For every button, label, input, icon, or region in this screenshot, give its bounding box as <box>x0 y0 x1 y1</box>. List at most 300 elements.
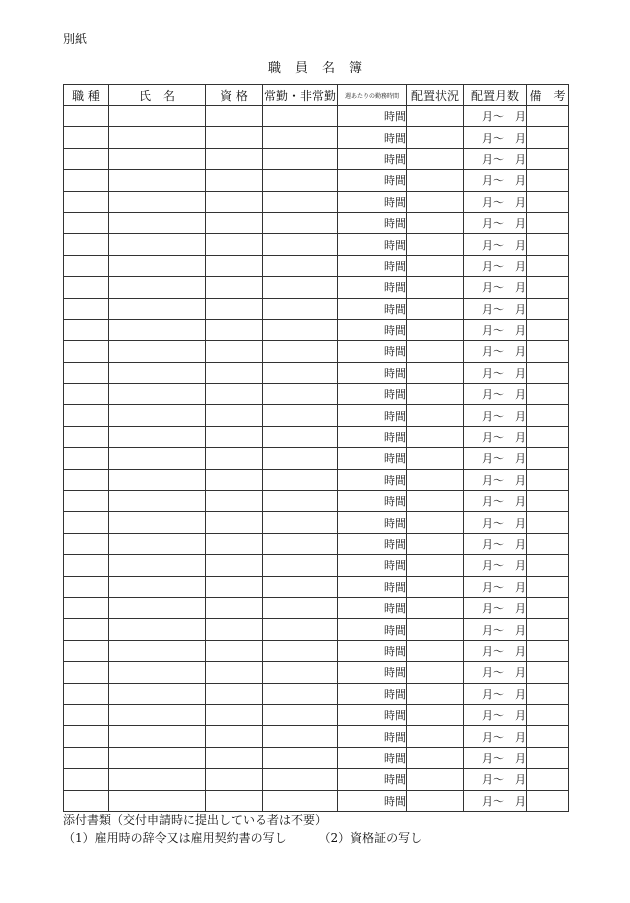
table-row <box>64 790 569 811</box>
cell-assignment-status[interactable] <box>407 405 464 426</box>
cell-employment-type[interactable] <box>263 640 338 661</box>
cell-assignment-status[interactable] <box>407 448 464 469</box>
cell-assignment-status[interactable] <box>407 469 464 490</box>
cell-remarks[interactable] <box>527 726 569 747</box>
cell-employment-type[interactable] <box>263 212 338 233</box>
cell-weekly-hours[interactable]: 時間 <box>338 212 407 233</box>
cell-assignment-status[interactable] <box>407 662 464 683</box>
cell-employment-type[interactable] <box>263 341 338 362</box>
cell-assignment-status[interactable] <box>407 512 464 533</box>
cell-assignment-months[interactable]: 月～ 月 <box>464 148 527 169</box>
cell-weekly-hours[interactable]: 時間 <box>338 255 407 276</box>
cell-employment-type[interactable] <box>263 512 338 533</box>
cell-weekly-hours[interactable]: 時間 <box>338 640 407 661</box>
cell-remarks[interactable] <box>527 469 569 490</box>
cell-name[interactable] <box>109 555 206 576</box>
cell-assignment-status[interactable] <box>407 619 464 640</box>
cell-name[interactable] <box>109 170 206 191</box>
cell-employment-type[interactable] <box>263 191 338 212</box>
cell-assignment-months[interactable]: 月～ 月 <box>464 319 527 340</box>
cell-employment-type[interactable] <box>263 555 338 576</box>
cell-assignment-months[interactable]: 月～ 月 <box>464 234 527 255</box>
cell-weekly-hours[interactable]: 時間 <box>338 576 407 597</box>
cell-qualification[interactable] <box>206 491 263 512</box>
cell-name[interactable] <box>109 704 206 725</box>
cell-job-type[interactable] <box>64 704 109 725</box>
cell-remarks[interactable] <box>527 212 569 233</box>
cell-name[interactable] <box>109 448 206 469</box>
cell-employment-type[interactable] <box>263 533 338 554</box>
cell-qualification[interactable] <box>206 747 263 768</box>
cell-remarks[interactable] <box>527 405 569 426</box>
cell-remarks[interactable] <box>527 747 569 768</box>
cell-name[interactable] <box>109 533 206 554</box>
cell-assignment-status[interactable] <box>407 362 464 383</box>
cell-name[interactable] <box>109 298 206 319</box>
cell-remarks[interactable] <box>527 555 569 576</box>
cell-assignment-months[interactable]: 月～ 月 <box>464 448 527 469</box>
cell-employment-type[interactable] <box>263 769 338 790</box>
header-remarks: 備 考 <box>527 85 569 106</box>
cell-name[interactable] <box>109 148 206 169</box>
cell-assignment-status[interactable] <box>407 704 464 725</box>
cell-remarks[interactable] <box>527 533 569 554</box>
cell-assignment-status[interactable] <box>407 191 464 212</box>
cell-remarks[interactable] <box>527 255 569 276</box>
cell-assignment-status[interactable] <box>407 747 464 768</box>
cell-assignment-months[interactable]: 月～ 月 <box>464 533 527 554</box>
cell-qualification[interactable] <box>206 341 263 362</box>
cell-qualification[interactable] <box>206 555 263 576</box>
cell-weekly-hours[interactable]: 時間 <box>338 512 407 533</box>
cell-name[interactable] <box>109 405 206 426</box>
cell-weekly-hours[interactable]: 時間 <box>338 191 407 212</box>
cell-assignment-months[interactable]: 月～ 月 <box>464 298 527 319</box>
cell-employment-type[interactable] <box>263 469 338 490</box>
cell-name[interactable] <box>109 619 206 640</box>
cell-assignment-status[interactable] <box>407 726 464 747</box>
cell-assignment-months[interactable]: 月～ 月 <box>464 640 527 661</box>
cell-job-type[interactable] <box>64 512 109 533</box>
cell-remarks[interactable] <box>527 234 569 255</box>
table-row <box>64 704 569 725</box>
cell-qualification[interactable] <box>206 662 263 683</box>
cell-assignment-months[interactable]: 月～ 月 <box>464 277 527 298</box>
cell-name[interactable] <box>109 576 206 597</box>
cell-qualification[interactable] <box>206 234 263 255</box>
table-row <box>64 405 569 426</box>
header-assignment-months: 配置月数 <box>464 85 527 106</box>
cell-remarks[interactable] <box>527 384 569 405</box>
cell-name[interactable] <box>109 127 206 148</box>
cell-weekly-hours[interactable]: 時間 <box>338 106 407 127</box>
cell-job-type[interactable] <box>64 619 109 640</box>
cell-assignment-status[interactable] <box>407 255 464 276</box>
cell-weekly-hours[interactable]: 時間 <box>338 555 407 576</box>
cell-name[interactable] <box>109 384 206 405</box>
header-assignment-status: 配置状況 <box>407 85 464 106</box>
cell-remarks[interactable] <box>527 362 569 383</box>
cell-assignment-status[interactable] <box>407 148 464 169</box>
cell-employment-type[interactable] <box>263 362 338 383</box>
cell-job-type[interactable] <box>64 426 109 447</box>
cell-name[interactable] <box>109 234 206 255</box>
cell-assignment-months[interactable]: 月～ 月 <box>464 405 527 426</box>
cell-qualification[interactable] <box>206 426 263 447</box>
cell-name[interactable] <box>109 106 206 127</box>
header-name: 氏 名 <box>109 85 206 106</box>
cell-job-type[interactable] <box>64 576 109 597</box>
cell-job-type[interactable] <box>64 255 109 276</box>
cell-qualification[interactable] <box>206 405 263 426</box>
cell-qualification[interactable] <box>206 533 263 554</box>
cell-qualification[interactable] <box>206 683 263 704</box>
cell-qualification[interactable] <box>206 512 263 533</box>
cell-weekly-hours[interactable]: 時間 <box>338 619 407 640</box>
table-row <box>64 426 569 447</box>
cell-weekly-hours[interactable]: 時間 <box>338 170 407 191</box>
cell-name[interactable] <box>109 212 206 233</box>
cell-weekly-hours[interactable]: 時間 <box>338 341 407 362</box>
cell-job-type[interactable] <box>64 533 109 554</box>
cell-assignment-months[interactable]: 月～ 月 <box>464 683 527 704</box>
cell-assignment-months[interactable]: 月～ 月 <box>464 662 527 683</box>
cell-name[interactable] <box>109 747 206 768</box>
cell-weekly-hours[interactable]: 時間 <box>338 790 407 811</box>
cell-remarks[interactable] <box>527 148 569 169</box>
cell-weekly-hours[interactable]: 時間 <box>338 747 407 768</box>
cell-qualification[interactable] <box>206 769 263 790</box>
cell-weekly-hours[interactable]: 時間 <box>338 148 407 169</box>
cell-assignment-months[interactable]: 月～ 月 <box>464 491 527 512</box>
cell-remarks[interactable] <box>527 790 569 811</box>
cell-remarks[interactable] <box>527 191 569 212</box>
cell-assignment-status[interactable] <box>407 683 464 704</box>
cell-job-type[interactable] <box>64 747 109 768</box>
table-row <box>64 212 569 233</box>
cell-job-type[interactable] <box>64 662 109 683</box>
cell-job-type[interactable] <box>64 726 109 747</box>
cell-qualification[interactable] <box>206 319 263 340</box>
cell-job-type[interactable] <box>64 148 109 169</box>
cell-employment-type[interactable] <box>263 277 338 298</box>
cell-job-type[interactable] <box>64 640 109 661</box>
table-row <box>64 234 569 255</box>
cell-qualification[interactable] <box>206 362 263 383</box>
cell-job-type[interactable] <box>64 448 109 469</box>
staff-roster-table <box>63 84 569 812</box>
table-row <box>64 106 569 127</box>
cell-weekly-hours[interactable]: 時間 <box>338 127 407 148</box>
cell-weekly-hours[interactable]: 時間 <box>338 726 407 747</box>
cell-remarks[interactable] <box>527 597 569 618</box>
table-row <box>64 469 569 490</box>
cell-assignment-months[interactable]: 月～ 月 <box>464 512 527 533</box>
cell-assignment-months[interactable]: 月～ 月 <box>464 619 527 640</box>
cell-weekly-hours[interactable]: 時間 <box>338 277 407 298</box>
cell-qualification[interactable] <box>206 790 263 811</box>
cell-job-type[interactable] <box>64 469 109 490</box>
cell-job-type[interactable] <box>64 106 109 127</box>
table-row <box>64 170 569 191</box>
cell-name[interactable] <box>109 255 206 276</box>
cell-remarks[interactable] <box>527 127 569 148</box>
cell-weekly-hours[interactable]: 時間 <box>338 469 407 490</box>
cell-assignment-months[interactable]: 月～ 月 <box>464 191 527 212</box>
cell-weekly-hours[interactable]: 時間 <box>338 683 407 704</box>
table-row <box>64 597 569 618</box>
cell-name[interactable] <box>109 491 206 512</box>
cell-name[interactable] <box>109 319 206 340</box>
cell-name[interactable] <box>109 769 206 790</box>
cell-employment-type[interactable] <box>263 747 338 768</box>
cell-assignment-months[interactable]: 月～ 月 <box>464 362 527 383</box>
cell-name[interactable] <box>109 341 206 362</box>
cell-assignment-months[interactable]: 月～ 月 <box>464 255 527 276</box>
table-row <box>64 619 569 640</box>
cell-remarks[interactable] <box>527 277 569 298</box>
cell-assignment-status[interactable] <box>407 319 464 340</box>
cell-assignment-status[interactable] <box>407 277 464 298</box>
cell-assignment-status[interactable] <box>407 576 464 597</box>
cell-employment-type[interactable] <box>263 170 338 191</box>
cell-assignment-status[interactable] <box>407 106 464 127</box>
cell-remarks[interactable] <box>527 170 569 191</box>
attachment-item: （1）雇用時の辞令又は雇用契約書の写し <box>63 831 287 845</box>
cell-remarks[interactable] <box>527 341 569 362</box>
cell-employment-type[interactable] <box>263 127 338 148</box>
cell-weekly-hours[interactable]: 時間 <box>338 405 407 426</box>
cell-qualification[interactable] <box>206 576 263 597</box>
cell-name[interactable] <box>109 469 206 490</box>
table-row <box>64 533 569 554</box>
cell-assignment-months[interactable]: 月～ 月 <box>464 127 527 148</box>
table-row <box>64 662 569 683</box>
cell-employment-type[interactable] <box>263 704 338 725</box>
cell-employment-type[interactable] <box>263 576 338 597</box>
cell-assignment-months[interactable]: 月～ 月 <box>464 341 527 362</box>
cell-employment-type[interactable] <box>263 148 338 169</box>
cell-qualification[interactable] <box>206 191 263 212</box>
cell-qualification[interactable] <box>206 469 263 490</box>
cell-assignment-months[interactable]: 月～ 月 <box>464 704 527 725</box>
table-row <box>64 255 569 276</box>
cell-assignment-status[interactable] <box>407 769 464 790</box>
cell-qualification[interactable] <box>206 106 263 127</box>
cell-name[interactable] <box>109 790 206 811</box>
cell-remarks[interactable] <box>527 491 569 512</box>
cell-assignment-months[interactable]: 月～ 月 <box>464 384 527 405</box>
cell-job-type[interactable] <box>64 362 109 383</box>
cell-name[interactable] <box>109 726 206 747</box>
table-row <box>64 576 569 597</box>
attachments-list <box>63 829 450 846</box>
cell-assignment-status[interactable] <box>407 298 464 319</box>
cell-assignment-status[interactable] <box>407 426 464 447</box>
cell-remarks[interactable] <box>527 512 569 533</box>
cell-job-type[interactable] <box>64 384 109 405</box>
cell-assignment-status[interactable] <box>407 341 464 362</box>
cell-name[interactable] <box>109 426 206 447</box>
cell-weekly-hours[interactable]: 時間 <box>338 662 407 683</box>
cell-employment-type[interactable] <box>263 426 338 447</box>
cell-qualification[interactable] <box>206 127 263 148</box>
cell-job-type[interactable] <box>64 555 109 576</box>
table-row <box>64 191 569 212</box>
cell-name[interactable] <box>109 597 206 618</box>
cell-employment-type[interactable] <box>263 597 338 618</box>
header-weekly-hours: 週あたりの勤務時間 <box>338 85 407 106</box>
cell-qualification[interactable] <box>206 597 263 618</box>
cell-job-type[interactable] <box>64 790 109 811</box>
corner-label: 別紙 <box>63 32 88 46</box>
cell-assignment-status[interactable] <box>407 533 464 554</box>
cell-assignment-months[interactable]: 月～ 月 <box>464 170 527 191</box>
cell-assignment-status[interactable] <box>407 597 464 618</box>
cell-remarks[interactable] <box>527 298 569 319</box>
cell-employment-type[interactable] <box>263 405 338 426</box>
cell-qualification[interactable] <box>206 640 263 661</box>
cell-assignment-months[interactable]: 月～ 月 <box>464 597 527 618</box>
cell-remarks[interactable] <box>527 683 569 704</box>
cell-remarks[interactable] <box>527 769 569 790</box>
cell-weekly-hours[interactable]: 時間 <box>338 597 407 618</box>
table-row <box>64 640 569 661</box>
cell-qualification[interactable] <box>206 277 263 298</box>
cell-assignment-months[interactable]: 月～ 月 <box>464 747 527 768</box>
cell-qualification[interactable] <box>206 148 263 169</box>
cell-job-type[interactable] <box>64 234 109 255</box>
cell-weekly-hours[interactable]: 時間 <box>338 319 407 340</box>
cell-job-type[interactable] <box>64 597 109 618</box>
cell-assignment-months[interactable]: 月～ 月 <box>464 469 527 490</box>
table-row <box>64 555 569 576</box>
cell-name[interactable] <box>109 662 206 683</box>
cell-name[interactable] <box>109 683 206 704</box>
cell-qualification[interactable] <box>206 255 263 276</box>
cell-job-type[interactable] <box>64 191 109 212</box>
cell-employment-type[interactable] <box>263 255 338 276</box>
cell-weekly-hours[interactable]: 時間 <box>338 448 407 469</box>
cell-assignment-status[interactable] <box>407 384 464 405</box>
cell-employment-type[interactable] <box>263 619 338 640</box>
cell-assignment-status[interactable] <box>407 790 464 811</box>
cell-remarks[interactable] <box>527 576 569 597</box>
cell-name[interactable] <box>109 512 206 533</box>
cell-employment-type[interactable] <box>263 106 338 127</box>
cell-name[interactable] <box>109 362 206 383</box>
cell-assignment-status[interactable] <box>407 127 464 148</box>
cell-remarks[interactable] <box>527 640 569 661</box>
cell-remarks[interactable] <box>527 426 569 447</box>
cell-employment-type[interactable] <box>263 319 338 340</box>
cell-qualification[interactable] <box>206 448 263 469</box>
cell-weekly-hours[interactable]: 時間 <box>338 384 407 405</box>
cell-job-type[interactable] <box>64 170 109 191</box>
cell-employment-type[interactable] <box>263 726 338 747</box>
cell-employment-type[interactable] <box>263 662 338 683</box>
cell-qualification[interactable] <box>206 298 263 319</box>
cell-assignment-months[interactable]: 月～ 月 <box>464 426 527 447</box>
cell-assignment-months[interactable]: 月～ 月 <box>464 212 527 233</box>
cell-qualification[interactable] <box>206 384 263 405</box>
cell-remarks[interactable] <box>527 619 569 640</box>
cell-weekly-hours[interactable]: 時間 <box>338 298 407 319</box>
cell-employment-type[interactable] <box>263 790 338 811</box>
cell-job-type[interactable] <box>64 298 109 319</box>
cell-qualification[interactable] <box>206 704 263 725</box>
cell-employment-type[interactable] <box>263 384 338 405</box>
cell-job-type[interactable] <box>64 341 109 362</box>
cell-weekly-hours[interactable]: 時間 <box>338 769 407 790</box>
cell-assignment-status[interactable] <box>407 170 464 191</box>
cell-employment-type[interactable] <box>263 491 338 512</box>
cell-job-type[interactable] <box>64 212 109 233</box>
cell-assignment-months[interactable]: 月～ 月 <box>464 576 527 597</box>
cell-assignment-months[interactable]: 月～ 月 <box>464 769 527 790</box>
cell-assignment-status[interactable] <box>407 555 464 576</box>
cell-assignment-status[interactable] <box>407 640 464 661</box>
table-header-row <box>64 85 569 106</box>
page-title: 職員名簿 <box>267 61 376 76</box>
cell-job-type[interactable] <box>64 277 109 298</box>
cell-weekly-hours[interactable]: 時間 <box>338 426 407 447</box>
cell-assignment-status[interactable] <box>407 234 464 255</box>
cell-employment-type[interactable] <box>263 683 338 704</box>
cell-job-type[interactable] <box>64 127 109 148</box>
cell-assignment-months[interactable]: 月～ 月 <box>464 790 527 811</box>
cell-weekly-hours[interactable]: 時間 <box>338 491 407 512</box>
table-row <box>64 683 569 704</box>
cell-weekly-hours[interactable]: 時間 <box>338 704 407 725</box>
cell-employment-type[interactable] <box>263 234 338 255</box>
cell-assignment-status[interactable] <box>407 491 464 512</box>
cell-job-type[interactable] <box>64 769 109 790</box>
cell-remarks[interactable] <box>527 319 569 340</box>
cell-weekly-hours[interactable]: 時間 <box>338 533 407 554</box>
cell-remarks[interactable] <box>527 704 569 725</box>
cell-qualification[interactable] <box>206 170 263 191</box>
table-row <box>64 448 569 469</box>
table-body <box>64 106 569 812</box>
cell-assignment-months[interactable]: 月～ 月 <box>464 555 527 576</box>
table-row <box>64 127 569 148</box>
cell-name[interactable] <box>109 191 206 212</box>
cell-qualification[interactable] <box>206 212 263 233</box>
cell-assignment-months[interactable]: 月～ 月 <box>464 726 527 747</box>
cell-remarks[interactable] <box>527 448 569 469</box>
cell-remarks[interactable] <box>527 106 569 127</box>
cell-job-type[interactable] <box>64 319 109 340</box>
cell-name[interactable] <box>109 277 206 298</box>
header-qualification: 資 格 <box>206 85 263 106</box>
cell-job-type[interactable] <box>64 405 109 426</box>
cell-qualification[interactable] <box>206 619 263 640</box>
cell-weekly-hours[interactable]: 時間 <box>338 362 407 383</box>
cell-job-type[interactable] <box>64 491 109 512</box>
cell-assignment-months[interactable]: 月～ 月 <box>464 106 527 127</box>
cell-employment-type[interactable] <box>263 448 338 469</box>
cell-remarks[interactable] <box>527 662 569 683</box>
cell-name[interactable] <box>109 640 206 661</box>
cell-assignment-status[interactable] <box>407 212 464 233</box>
cell-weekly-hours[interactable]: 時間 <box>338 234 407 255</box>
cell-employment-type[interactable] <box>263 298 338 319</box>
table-row <box>64 362 569 383</box>
cell-job-type[interactable] <box>64 683 109 704</box>
table-row <box>64 384 569 405</box>
cell-qualification[interactable] <box>206 726 263 747</box>
